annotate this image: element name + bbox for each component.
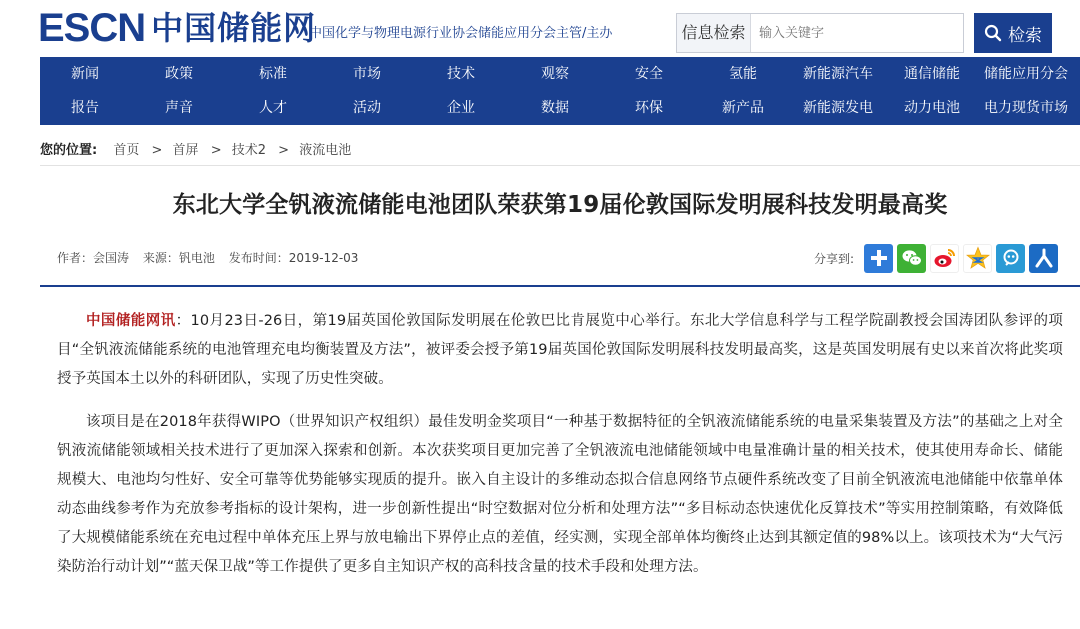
nav-item-observation[interactable]: 观察 bbox=[541, 66, 569, 82]
search-box bbox=[676, 13, 964, 53]
search-icon bbox=[984, 24, 1002, 42]
nav-item-reports[interactable]: 报告 bbox=[71, 100, 99, 116]
nav-item-hydrogen[interactable]: 氢能 bbox=[729, 66, 757, 82]
article-published: 发布时间：2019-12-03 bbox=[228, 251, 359, 265]
nav-item-environment[interactable]: 环保 bbox=[635, 100, 663, 116]
site-logo[interactable] bbox=[38, 8, 316, 48]
nav-item-new-energy-power[interactable]: 新能源发电 bbox=[803, 100, 873, 116]
article-body bbox=[57, 307, 1063, 596]
logo-latin: ESCN bbox=[38, 6, 146, 50]
nav-item-telecom-storage[interactable]: 通信储能 bbox=[904, 66, 960, 82]
logo-chinese: 中国储能网 bbox=[151, 9, 317, 47]
nav-item-new-products[interactable]: 新产品 bbox=[722, 100, 764, 116]
nav-item-news[interactable]: 新闻 bbox=[71, 66, 99, 82]
article-divider bbox=[40, 285, 1080, 287]
nav-item-data[interactable]: 数据 bbox=[541, 100, 569, 116]
wechat-icon[interactable] bbox=[897, 244, 926, 273]
article-source: 来源：钒电池 bbox=[142, 251, 215, 265]
breadcrumb-technology[interactable]: 技术2 bbox=[231, 143, 267, 158]
nav-item-talent[interactable]: 人才 bbox=[259, 100, 287, 116]
nav-item-safety[interactable]: 安全 bbox=[635, 66, 663, 82]
breadcrumb-home[interactable]: 首页 bbox=[113, 143, 140, 158]
nav-item-policy[interactable]: 政策 bbox=[165, 66, 193, 82]
breadcrumb-separator: > bbox=[210, 143, 222, 158]
nav-row-2 bbox=[40, 91, 1080, 125]
search-button-label: 检索 bbox=[1008, 25, 1042, 46]
breadcrumb-separator: > bbox=[278, 143, 290, 158]
breadcrumb-label: 您的位置: bbox=[40, 143, 98, 158]
article-author: 作者：会国涛 bbox=[57, 251, 130, 265]
nav-item-voices[interactable]: 声音 bbox=[165, 100, 193, 116]
share-label: 分享到: bbox=[814, 251, 855, 266]
nav-row-1 bbox=[40, 57, 1080, 91]
weibo-icon[interactable] bbox=[930, 244, 959, 273]
article-meta bbox=[57, 249, 368, 266]
article-title: 东北大学全钒液流储能电池团队荣获第19届伦敦国际发明展科技发明最高奖 bbox=[172, 192, 948, 218]
nav-item-new-energy-vehicles[interactable]: 新能源汽车 bbox=[803, 66, 873, 82]
nav-item-power-batteries[interactable]: 动力电池 bbox=[904, 100, 960, 116]
search-button[interactable] bbox=[974, 13, 1052, 53]
nav-item-standards[interactable]: 标准 bbox=[259, 66, 287, 82]
article-paragraph: 该项目是在2018年获得WIPO（世界知识产权组织）最佳发明金奖项目“一种基于数据特征的全钒液流储能系统的电量采集装置及方法”的基础之上对全钒液流储能领域相关技术进行了更加深入探索和创新。本次获奖项目更加完善了全钒液流电池储能领域中电量准确计量的相关技术，使其使用寿命长、储能规模大、电池均匀性好、安全可靠等优势能够实现质的提升。嵌入自主设计的多维动态拟合信息网络节点硬件系统改变了目前全钒液流电池储能中依靠单体动态曲线参考作为充放参考指标的设计架构，进一步创新性提出“时空数据对位分析和处理方法”“多目标动态快速优化反算技术”等实用控制策略，有效降低了大规模储能系统在充电过程中单体充压上界与放电输出下界停止点的差值，经实测，实现全部单体均衡终止达到其额定值的98%以上。该项技术为“大气污染防治行动计划”“蓝天保卫战”等工作提供了更多自主知识产权的高科技含量的技术手段和处理方法。 bbox=[57, 414, 1063, 575]
nav-item-spot-market[interactable]: 电力现货市场 bbox=[984, 100, 1068, 116]
search-input[interactable] bbox=[751, 14, 963, 52]
breadcrumb-front-page[interactable]: 首屏 bbox=[172, 143, 199, 158]
breadcrumb bbox=[40, 139, 351, 158]
main-nav bbox=[40, 57, 1080, 125]
renren-icon[interactable] bbox=[1029, 244, 1058, 273]
breadcrumb-flow-battery[interactable]: 液流电池 bbox=[299, 143, 352, 158]
nav-item-enterprises[interactable]: 企业 bbox=[447, 100, 475, 116]
share-bar bbox=[814, 243, 1058, 273]
breadcrumb-divider bbox=[40, 165, 1080, 166]
article-paragraph bbox=[57, 307, 1063, 394]
qzone-icon[interactable] bbox=[963, 244, 992, 273]
site-header bbox=[0, 0, 1080, 56]
nav-item-technology[interactable]: 技术 bbox=[447, 66, 475, 82]
nav-item-storage-branch[interactable]: 储能应用分会 bbox=[984, 66, 1068, 82]
plus-share-icon[interactable] bbox=[864, 244, 893, 273]
nav-item-market[interactable]: 市场 bbox=[353, 66, 381, 82]
article-lead: 中国储能网讯 bbox=[86, 313, 176, 329]
search-label: 信息检索 bbox=[677, 14, 751, 52]
article-paragraph-1-text: ：10月23日-26日，第19届英国伦敦国际发明展在伦敦巴比肯展览中心举行。东北大学信息科学与工程学院副教授会国涛团队参评的项目“全钒液流储能系统的电池管理充电均衡装置及方法”，被评委会授予第19届英国伦敦国际发明展科技发明最高奖，这是英国发明展有史以来首次将此奖项授予英国本土以外的科研团队，实现了历史性突破。 bbox=[57, 313, 1063, 387]
breadcrumb-separator: > bbox=[151, 143, 163, 158]
tencent-weibo-icon[interactable] bbox=[996, 244, 1025, 273]
site-subtitle: 中国化学与物理电源行业协会储能应用分会主管/主办 bbox=[309, 26, 613, 41]
nav-item-events[interactable]: 活动 bbox=[353, 100, 381, 116]
